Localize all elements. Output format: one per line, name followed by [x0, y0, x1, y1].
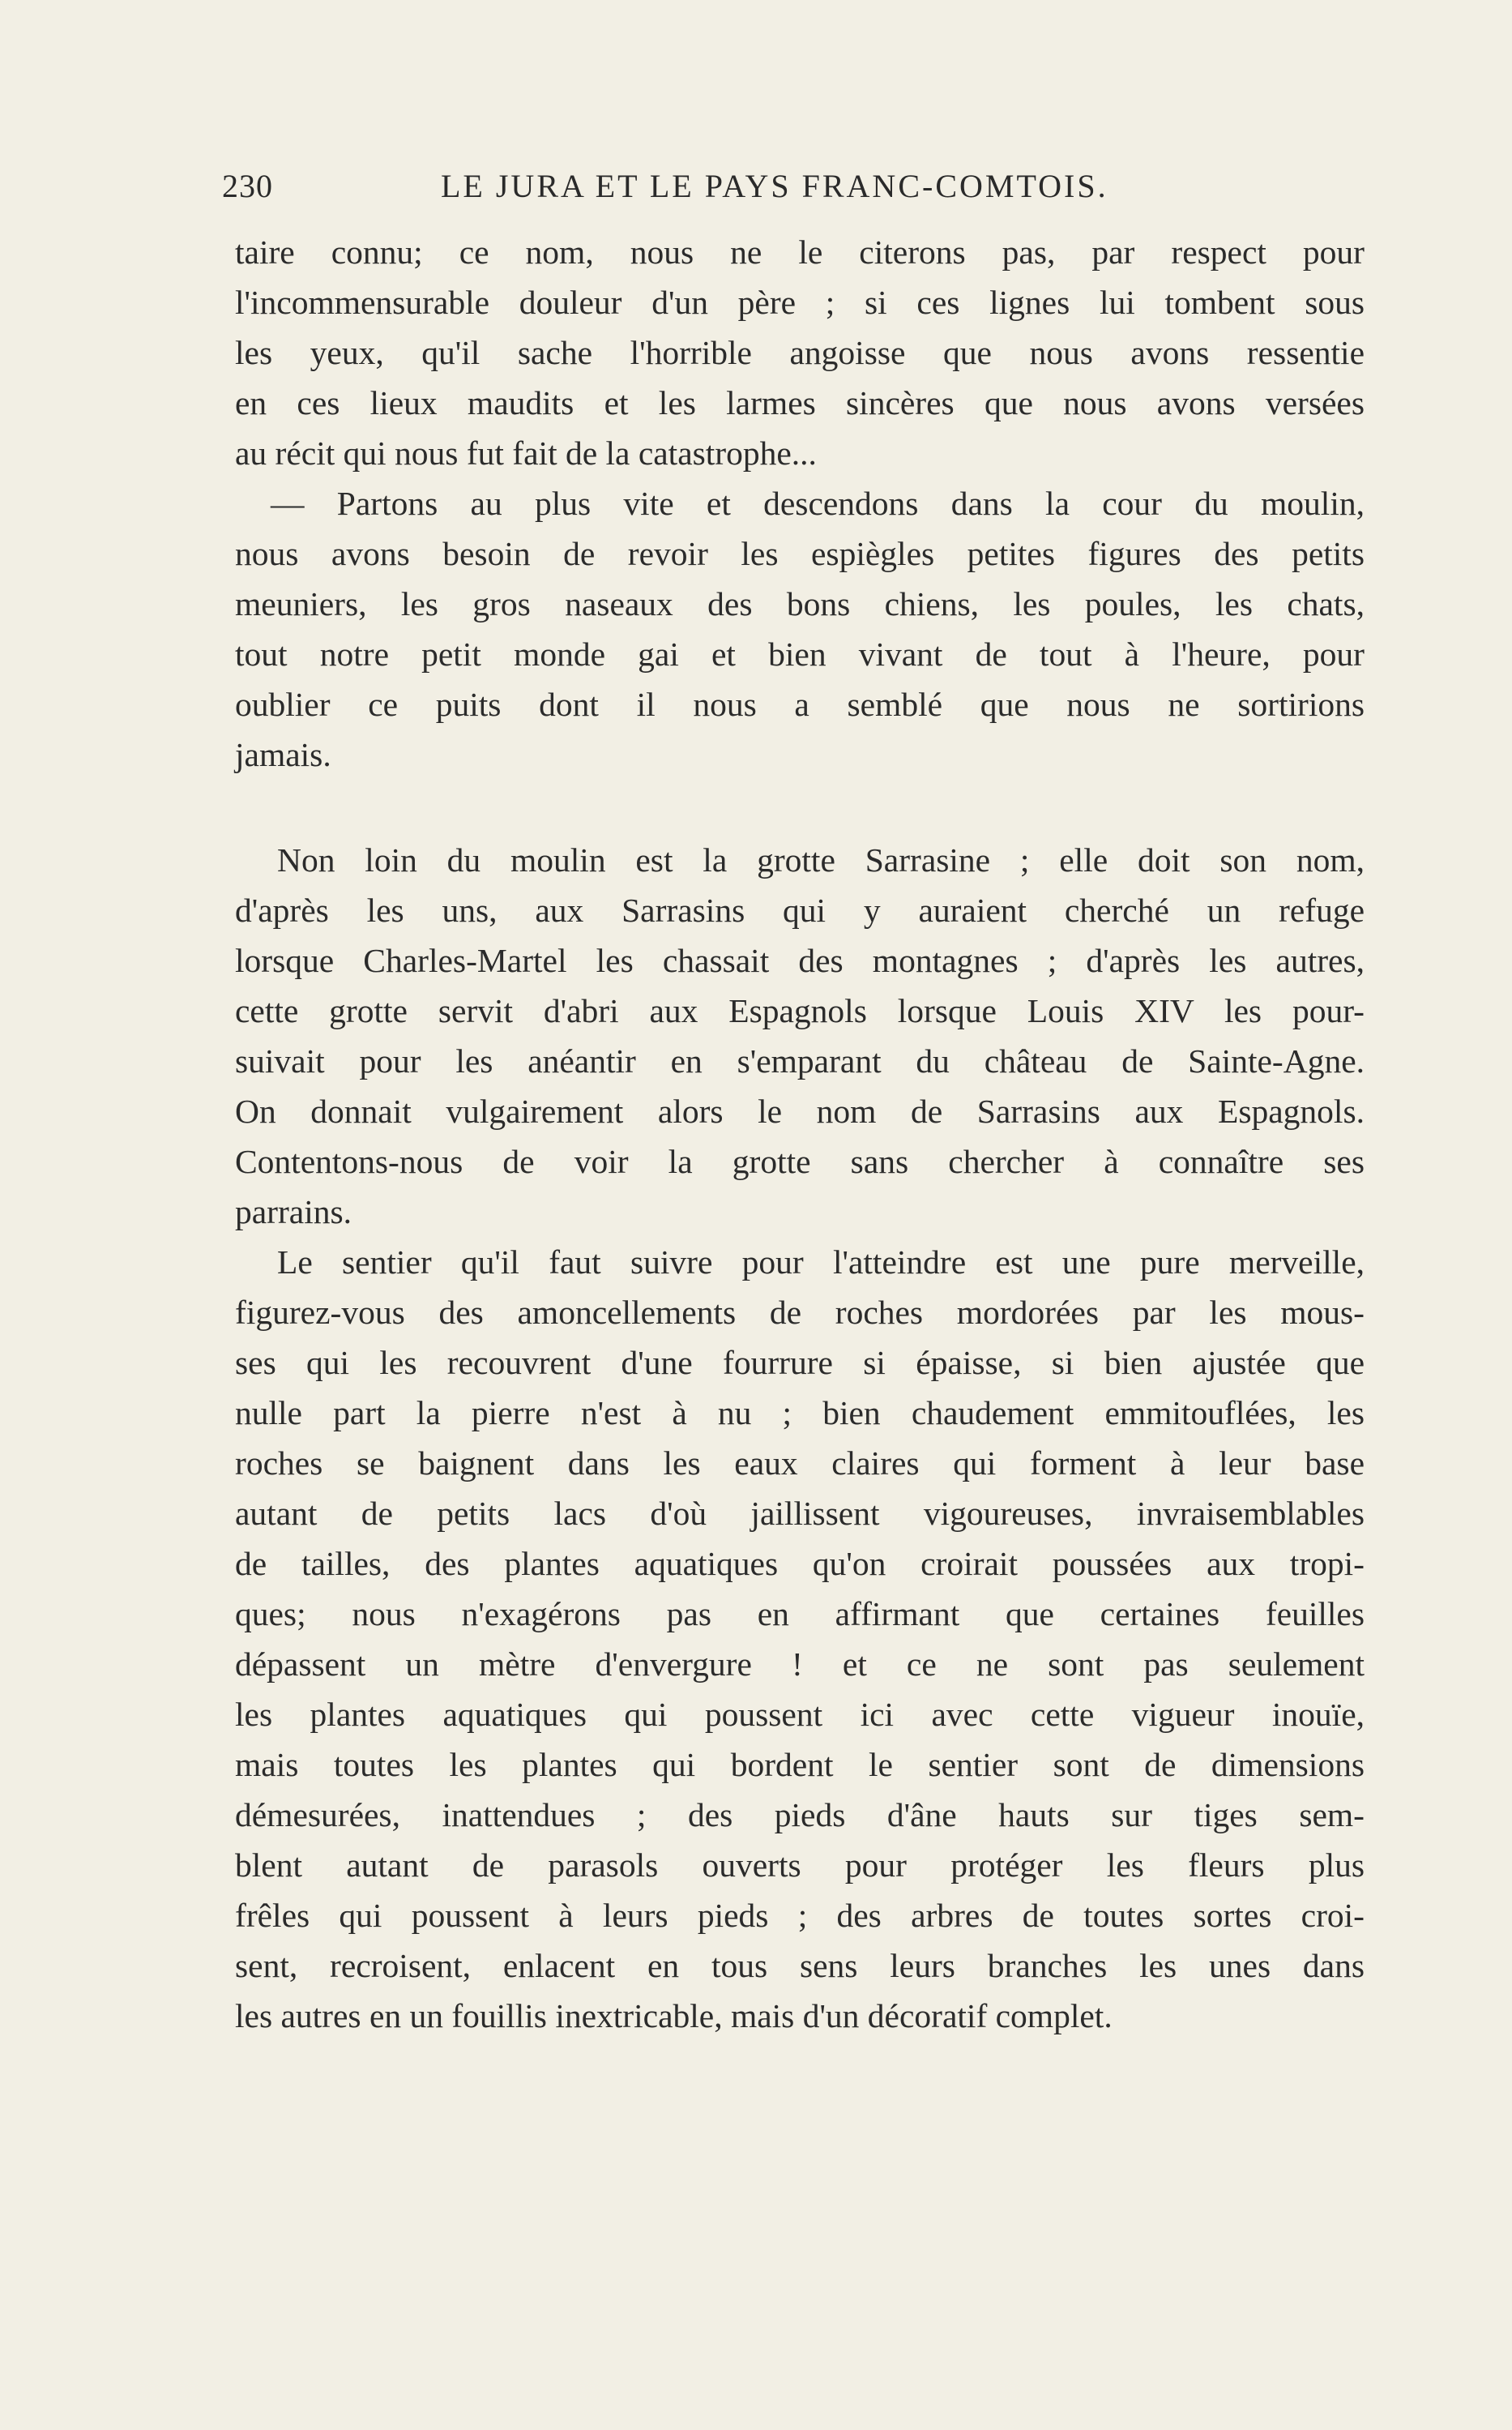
text-line: parrains.: [235, 1193, 352, 1230]
text-line: nulle part la pierre n'est à nu ; bien chaudement emmitouflées, les: [235, 1394, 1365, 1431]
text-line: meuniers, les gros naseaux des bons chiens, les poules, les chats,: [235, 585, 1365, 622]
text-line: Non loin du moulin est la grotte Sarrasine ; elle doit son nom,: [277, 841, 1365, 879]
text-line: autant de petits lacs d'où jaillissent vigoureuses, invraisemblables: [235, 1495, 1365, 1532]
text-line: On donnait vulgairement alors le nom de Sarrasins aux Espagnols.: [235, 1093, 1365, 1130]
text-line: jamais.: [235, 736, 331, 773]
text-line: cette grotte servit d'abri aux Espagnols lorsque Louis XIV les pour-: [235, 992, 1365, 1029]
text-line: — Partons au plus vite et descendons dans la cour du moulin,: [271, 485, 1365, 522]
text-line: d'après les uns, aux Sarrasins qui y auraient cherché un refuge: [235, 892, 1365, 929]
text-line: nous avons besoin de revoir les espiègles petites figures des petits: [235, 535, 1365, 572]
text-line: au récit qui nous fut fait de la catastrophe...: [235, 434, 817, 472]
text-line: dépassent un mètre d'envergure ! et ce ne sont pas seulement: [235, 1645, 1365, 1683]
text-line: frêles qui poussent à leurs pieds ; des arbres de toutes sortes croi-: [235, 1897, 1365, 1934]
text-line: figurez-vous des amoncellements de roches mordorées par les mous-: [235, 1294, 1365, 1331]
running-title: LE JURA ET LE PAYS FRANC-COMTOIS.: [441, 168, 1108, 204]
text-line: ses qui les recouvrent d'une fourrure si épaisse, si bien ajustée que: [235, 1344, 1365, 1381]
text-line: en ces lieux maudits et les larmes sincères que nous avons versées: [235, 384, 1365, 421]
running-head: [222, 162, 1185, 211]
text-line: l'incommensurable douleur d'un père ; si ces lignes lui tombent sous: [235, 284, 1365, 321]
text-line: Contentons-nous de voir la grotte sans chercher à connaître ses: [235, 1143, 1365, 1180]
text-line: taire connu; ce nom, nous ne le citerons pas, par respect pour: [235, 233, 1365, 271]
text-line: mais toutes les plantes qui bordent le sentier sont de dimensions: [235, 1746, 1365, 1783]
page-number: 230: [222, 168, 273, 204]
text-line: suivait pour les anéantir en s'emparant du château de Sainte-Agne.: [235, 1042, 1365, 1080]
text-line: ques; nous n'exagérons pas en affirmant que certaines feuilles: [235, 1595, 1365, 1632]
text-line: Le sentier qu'il faut suivre pour l'atteindre est une pure merveille,: [277, 1243, 1365, 1281]
text-line: démesurées, inattendues ; des pieds d'âne hauts sur tiges sem-: [235, 1796, 1365, 1833]
text-line: roches se baignent dans les eaux claires qui forment à leur base: [235, 1444, 1365, 1482]
text-line: les plantes aquatiques qui poussent ici avec cette vigueur inouïe,: [235, 1696, 1365, 1733]
text-line: oublier ce puits dont il nous a semblé que nous ne sortirions: [235, 686, 1365, 723]
text-line: de tailles, des plantes aquatiques qu'on croirait poussées aux tropi-: [235, 1545, 1365, 1582]
text-line: les autres en un fouillis inextricable, mais d'un décoratif complet.: [235, 1997, 1113, 2034]
text-line: blent autant de parasols ouverts pour protéger les fleurs plus: [235, 1846, 1365, 1884]
text-line: les yeux, qu'il sache l'horrible angoisse que nous avons ressentie: [235, 334, 1365, 371]
text-line: tout notre petit monde gai et bien vivant de tout à l'heure, pour: [235, 635, 1365, 673]
text-line: lorsque Charles-Martel les chassait des montagnes ; d'après les autres,: [235, 942, 1365, 979]
text-line: sent, recroisent, enlacent en tous sens leurs branches les unes dans: [235, 1947, 1365, 1984]
